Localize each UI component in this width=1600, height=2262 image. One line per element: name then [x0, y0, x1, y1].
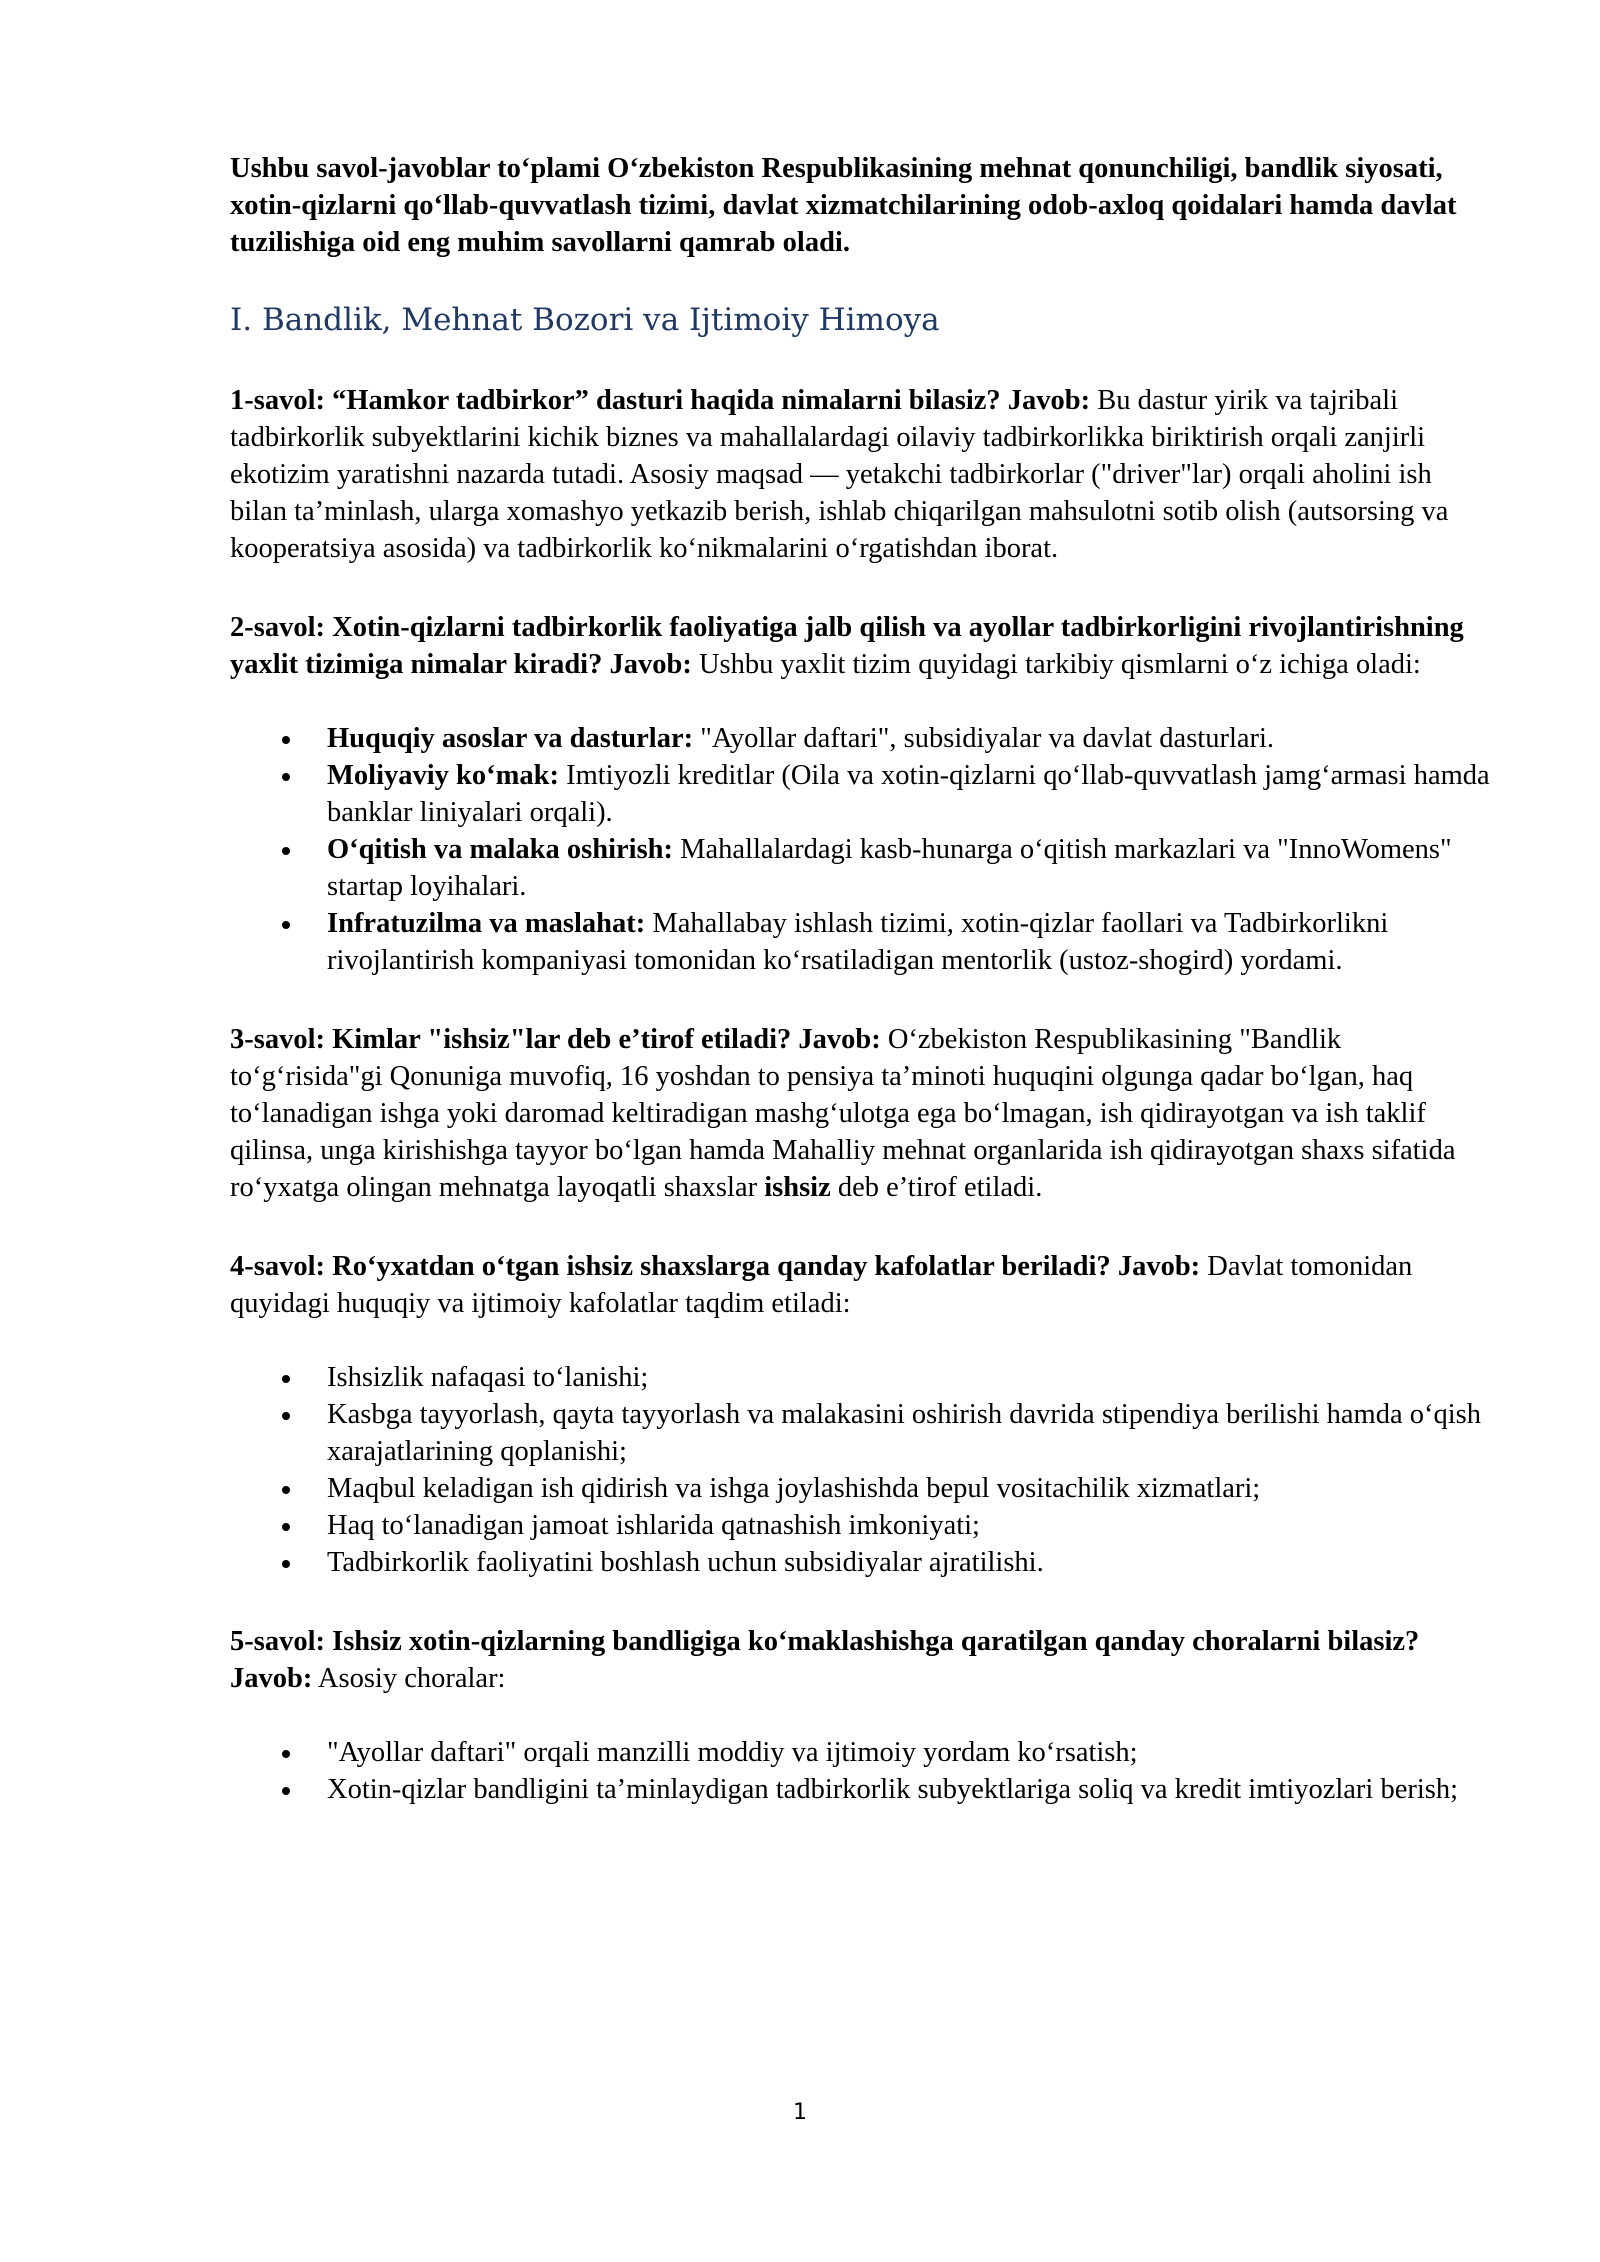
- answer-label: Javob:: [230, 1663, 313, 1694]
- answer-3-emphasis: ishsiz: [764, 1172, 831, 1203]
- bullet-icon: [282, 1412, 290, 1420]
- bullet-icon: [282, 736, 290, 744]
- list-item: [230, 1396, 1490, 1470]
- list-item-text: Mahallabay ishlash tizimi, xotin-qizlar faollari va Tadbirkorlikni rivojlantirish kompaniyasi tomonidan ko‘rsatiladigan mentorlik (ustoz-shogird) yordami.: [327, 908, 1389, 976]
- question-2: [230, 609, 1490, 683]
- list-item: [230, 720, 1490, 757]
- section-heading: I. Bandlik, Mehnat Bozori va Ijtimoiy Himoya: [230, 302, 940, 338]
- bullet-icon: [282, 847, 290, 855]
- list-item-text: Kasbga tayyorlash, qayta tayyorlash va malakasini oshirish davrida stipendiya berilishi hamda o‘qish xarajatlarining qoplanishi;: [327, 1399, 1481, 1467]
- answer-label: Javob:: [1007, 385, 1091, 416]
- list-item-text: "Ayollar daftari" orqali manzilli moddiy va ijtimoiy yordam ko‘rsatish;: [327, 1737, 1138, 1768]
- bullet-icon: [282, 921, 290, 929]
- answer-2-text: Ushbu yaxlit tizim quyidagi tarkibiy qismlarni o‘z ichiga oladi:: [698, 649, 1421, 680]
- list-item: [230, 1771, 1490, 1808]
- answer-4-text: Davlat tomonidan quyidagi huquqiy va ijtimoiy kafolatlar taqdim etiladi:: [230, 1251, 1413, 1319]
- page-number: 1: [793, 2100, 807, 2125]
- question-3-text: 3-savol: Kimlar "ishsiz"lar deb e’tirof etiladi?: [230, 1024, 792, 1055]
- list-item-text: Xotin-qizlar bandligini ta’minlaydigan tadbirkorlik subyektlariga soliq va kredit imtiyozlari berish;: [327, 1774, 1459, 1805]
- question-3: [230, 1021, 1490, 1206]
- question-1: [230, 382, 1490, 567]
- intro-paragraph: Ushbu savol-javoblar to‘plami O‘zbekiston Respublikasining mehnat qonunchiligi, bandlik siyosati, xotin-qizlarni qo‘llab-quvvatlash tizimi, davlat xizmatchilarining odob-axloq qoidalari hamda davlat tuzilishiga oid eng muhim savollarni qamrab oladi.: [230, 153, 1457, 258]
- list-item-label: Huquqiy asoslar va dasturlar:: [327, 723, 694, 754]
- question-5-text: 5-savol: Ishsiz xotin-qizlarning bandligiga ko‘maklashishga qaratilgan qanday choralarni bilasiz?: [230, 1626, 1420, 1657]
- question-4-text: 4-savol: Ro‘yxatdan o‘tgan ishsiz shaxslarga qanday kafolatlar beriladi?: [230, 1251, 1111, 1282]
- answer-label: Javob:: [798, 1024, 881, 1055]
- bullet-icon: [282, 1787, 290, 1795]
- list-item-text: Maqbul keladigan ish qidirish va ishga joylashishda bepul vositachilik xizmatlari;: [327, 1473, 1261, 1504]
- question-5: [230, 1623, 1490, 1697]
- list-item-text: Mahallalardagi kasb-hunarga o‘qitish markazlari va "InnoWomens" startap loyihalari.: [327, 834, 1452, 902]
- answer-label: Javob:: [1117, 1251, 1201, 1282]
- list-item-text: Tadbirkorlik faoliyatini boshlash uchun subsidiyalar ajratilishi.: [327, 1547, 1044, 1578]
- question-4: [230, 1248, 1490, 1322]
- list-item: [230, 757, 1490, 831]
- answer-3-text: O‘zbekiston Respublikasining "Bandlik to‘g‘risida"gi Qonuniga muvofiq, 16 yoshdan to pensiya ta’minoti huquqini olgunga qadar bo‘lgan, haq to‘lanadigan ishga yoki daromad keltiradigan mashg‘ulotga ega bo‘lmagan, ish qidirayotgan va ish taklif qilinsa, unga kirishishga tayyor bo‘lgan hamda Mahalliy mehnat organlarida ish qidirayotgan shaxs sifatida ro‘yxatga olingan mehnatga layoqatli shaxslar: [230, 1024, 1456, 1203]
- list-item: [230, 905, 1490, 979]
- list-item-label: O‘qitish va malaka oshirish:: [327, 834, 674, 865]
- bullet-icon: [282, 1750, 290, 1758]
- list-item-label: Infratuzilma va maslahat:: [327, 908, 646, 939]
- answer-1-text: Bu dastur yirik va tajribali tadbirkorlik subyektlarini kichik biznes va mahallalardagi oilaviy tadbirkorlikka biriktirish orqali zanjirli ekotizim yaratishni nazarda tutadi. Asosiy maqsad — yetakchi tadbirkorlar ("driver"lar) orqali aholini ish bilan ta’minlash, ularga xomashyo yetkazib berish, ishlab chiqarilgan mahsulotni sotib olish (autsorsing va kooperatsiya asosida) va tadbirkorlik ko‘nikmalarini o‘rgatishdan iborat.: [230, 385, 1449, 564]
- list-item: [230, 1507, 1490, 1544]
- bullet-icon: [282, 1375, 290, 1383]
- answer-5-text: Asosiy choralar:: [317, 1663, 506, 1694]
- list-item: [230, 1470, 1490, 1507]
- list-item-text: Ishsizlik nafaqasi to‘lanishi;: [327, 1362, 649, 1393]
- answer-label: Javob:: [609, 649, 692, 680]
- bullet-icon: [282, 1486, 290, 1494]
- document-page: [230, 150, 1490, 1808]
- bullet-icon: [282, 1523, 290, 1531]
- bullet-icon: [282, 1560, 290, 1568]
- bullet-icon: [282, 773, 290, 781]
- list-item-label: Moliyaviy ko‘mak:: [327, 760, 559, 791]
- question-4-list: [230, 1359, 1490, 1581]
- list-item-text: Imtiyozli kreditlar (Oila va xotin-qizlarni qo‘llab-quvvatlash jamg‘armasi hamda banklar liniyalari orqali).: [327, 760, 1490, 828]
- question-2-text: 2-savol: Xotin-qizlarni tadbirkorlik faoliyatiga jalb qilish va ayollar tadbirkorligini rivojlantirishning yaxlit tizimiga nimalar kiradi?: [230, 612, 1464, 680]
- list-item: [230, 1544, 1490, 1581]
- answer-3-tail: deb e’tirof etiladi.: [837, 1172, 1043, 1203]
- list-item-text: Haq to‘lanadigan jamoat ishlarida qatnashish imkoniyati;: [327, 1510, 980, 1541]
- list-item-text: "Ayollar daftari", subsidiyalar va davlat dasturlari.: [700, 723, 1275, 754]
- list-item: [230, 1734, 1490, 1771]
- list-item: [230, 1359, 1490, 1396]
- question-1-text: 1-savol: “Hamkor tadbirkor” dasturi haqida nimalarni bilasiz?: [230, 385, 1001, 416]
- question-5-list: [230, 1734, 1490, 1808]
- question-2-list: [230, 720, 1490, 979]
- list-item: [230, 831, 1490, 905]
